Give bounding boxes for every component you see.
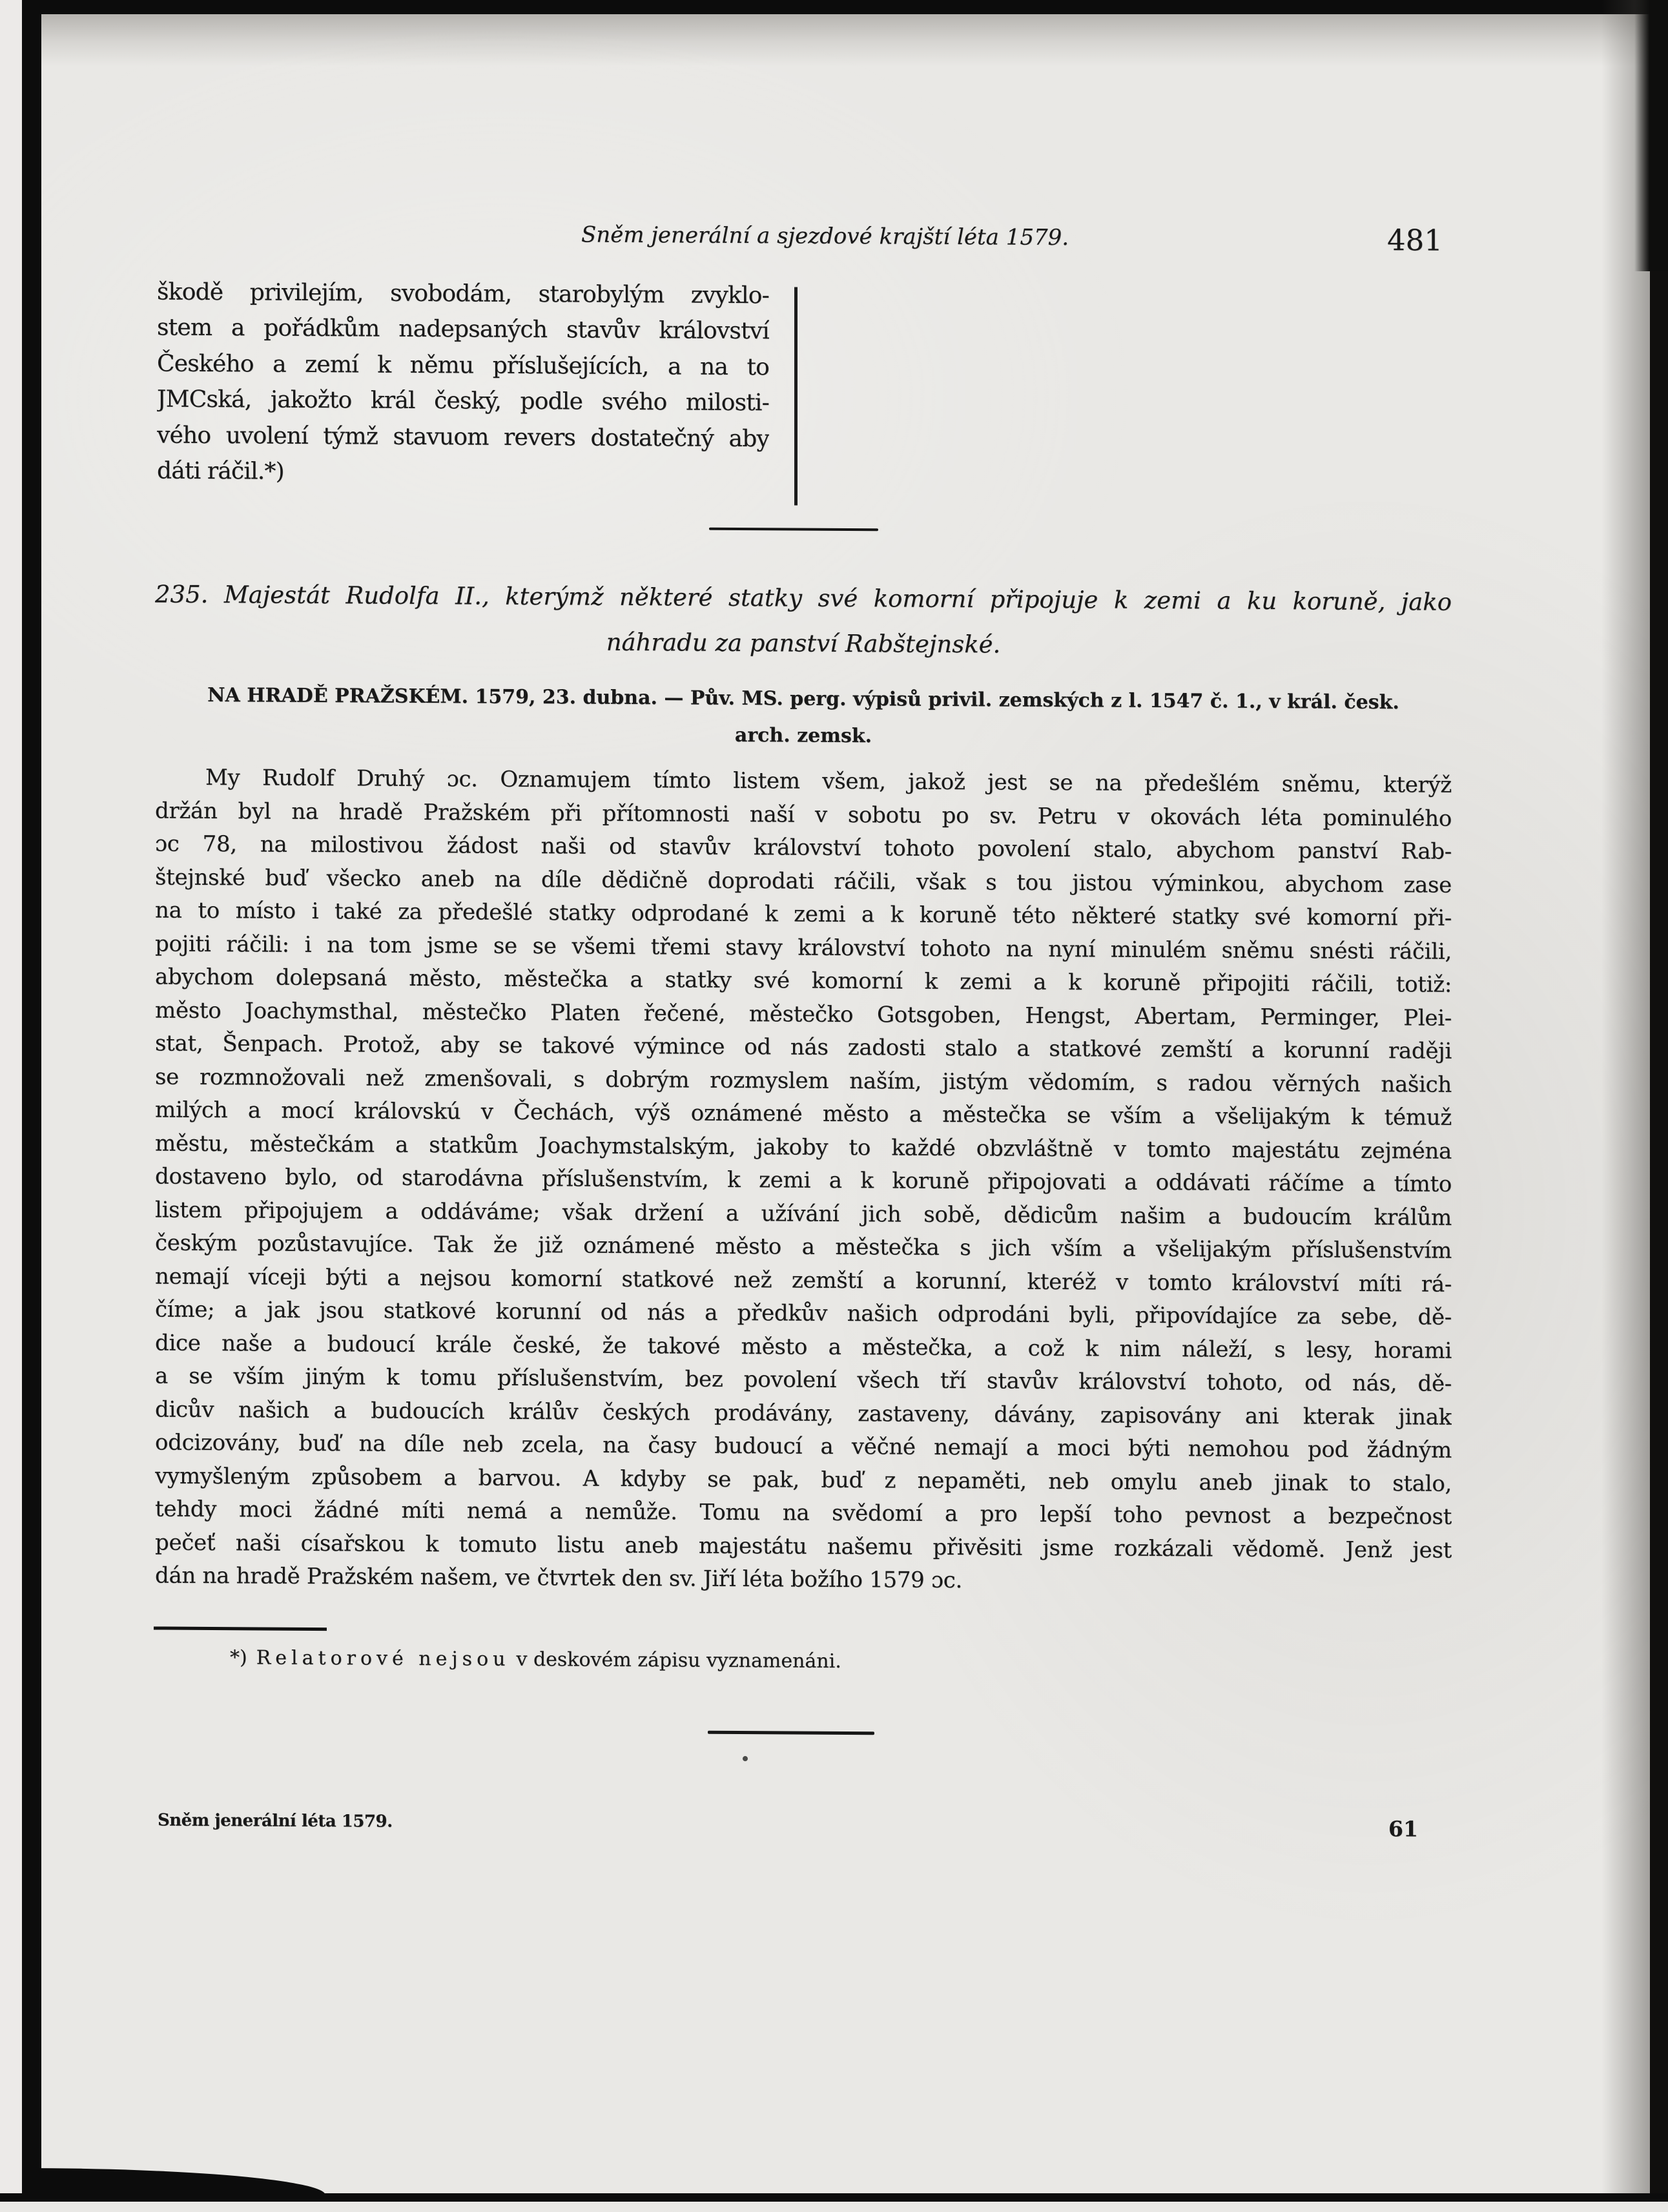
text-line: štejnské buď všecko aneb na díle dědičně doprodati ráčili, však s tou jistou výminkou, abychom zase: [155, 863, 1452, 898]
text-line: stem a pořádkům nadepsaných stavův království: [157, 314, 769, 345]
footnote-rule: [154, 1626, 327, 1631]
section-number: 235.: [155, 580, 209, 608]
scan-corner-top-right: [1634, 0, 1668, 271]
section-title-part2: náhradu za panství Rabštejnské.: [606, 628, 1001, 659]
margin-rule: [794, 287, 798, 506]
text-line: se rozmnožovali než zmenšovali, s dobrým rozmyslem naším, jistým vědomím, s radou věrných našich: [155, 1063, 1452, 1098]
text-line: odcizovány, buď na díle neb zcela, na časy budoucí a věčné nemají a moci býti nemohou pod žádným: [155, 1429, 1452, 1463]
dateline-line1: NA HRADĚ PRAŽSKÉM. 1579, 23. dubna. — Pův. MS. perg. výpisů privil. zemských z l. 1547 č. 1., v král. česk.: [207, 683, 1399, 714]
text-line: město Joachymsthal, městečko Platen řečené, městečko Gotsgoben, Hengst, Abertam, Perminger, Plei-: [155, 997, 1452, 1031]
end-divider: [708, 1731, 874, 1735]
scan-shadow-top: [26, 14, 1655, 76]
running-header: [581, 220, 1069, 252]
text-line: na to místo i také za předešlé statky odprodané k zemi a k koruně této některé statky své komorní při-: [155, 897, 1452, 931]
text-line: tehdy moci žádné míti nemá a nemůže. Tomu na svědomí a pro lepší toho pevnost a bezpečnost: [155, 1496, 1452, 1530]
text-line: dáti ráčil.*): [157, 457, 284, 485]
text-line: dice naše a budoucí krále české, že takové město a městečka, a což k nim náleží, s lesy, horami: [155, 1329, 1452, 1364]
text-line: JMCská, jakožto král český, podle svého milosti-: [157, 386, 769, 417]
text-line: městu, městečkám a statkům Joachymstalským, jakoby to každé obzvláštně v tomto majestátu zejména: [155, 1130, 1452, 1164]
dateline-line2: arch. zemsk.: [734, 723, 872, 748]
text-line: nemají víceji býti a nejsou komorní statkové než zemští a korunní, kteréž v tomto království míti rá-: [155, 1263, 1452, 1297]
section-heading: [155, 572, 1452, 670]
section-title-part1: Majestát Rudolfa II., kterýmž některé statky své komorní připojuje k zemi a ku koruně, jako: [223, 581, 1452, 616]
footnote-text: v deskovém zápisu vyznamenáni.: [516, 1648, 841, 1673]
text-line: pečeť naši císařskou k tomuto listu aneb majestátu našemu přivěsiti jsme rozkázali vědomě. Jenž jest: [155, 1529, 1452, 1564]
text-line: stat, Šenpach. Protož, aby se takové výmince od nás zadosti stalo a statkové zemští a korunní raději: [155, 1030, 1452, 1064]
text-line: listem připojujem a oddáváme; však držení a užívání jich sobě, dědicům našim a budoucím králům: [155, 1196, 1452, 1231]
scan-edge-bottom: [0, 2193, 1668, 2202]
scan-margin-left: [0, 0, 22, 2202]
text-line: My Rudolf Druhý ɔc. Oznamujem tímto listem všem, jakož jest se na předešlém sněmu, kterýž: [205, 764, 1452, 798]
section-heading-line1: [155, 572, 1452, 625]
text-line: škodě privilejím, svobodám, starobylým zvyklo-: [157, 278, 769, 309]
text-line: ɔc 78, na milostivou žádost naši od stavův království tohoto povolení stalo, abychom panství Rab-: [155, 831, 1452, 865]
ink-dot: [743, 1756, 748, 1761]
page-number: 481: [1387, 223, 1443, 258]
scan-shadow-right: [1601, 0, 1650, 2202]
text-line: Českého a zemí k němu příslušejících, a na to: [157, 350, 769, 381]
footer-volume-title: Sněm jenerální léta 1579.: [158, 1810, 393, 1832]
intro-paragraph: [157, 274, 769, 492]
text-line: vého uvolení týmž stavuom revers dostatečný aby: [157, 422, 769, 452]
footnote: [230, 1645, 841, 1675]
scan-edge-top: [0, 0, 1668, 14]
text-line: dostaveno bylo, od starodávna příslušenstvím, k zemi a k koruně připojovati a oddávati ráčíme a tímto: [155, 1163, 1452, 1197]
footer-sheet-number: 61: [1388, 1816, 1418, 1842]
text-line: českým pozůstavujíce. Tak že již oznámené město a městečka s jich vším a všelijakým příslušenstvím: [155, 1230, 1452, 1264]
scan-edge-right: [1650, 0, 1668, 2202]
text-line: vymyšleným způsobem a barvou. A kdyby se pak, buď z nepaměti, neb omylu aneb jinak to stalo,: [155, 1462, 1452, 1497]
text-line: držán byl na hradě Pražském při přítomnosti naší v sobotu po sv. Petru v okovách léta pominulého: [155, 797, 1452, 832]
text-line: číme; a jak jsou statkové korunní od nás a předkův našich odprodáni byli, připovídajíce za sebe, dě-: [155, 1296, 1452, 1330]
text-line: abychom dolepsaná město, městečka a statky své komorní k zemi a k koruně připojiti ráčili, totiž:: [155, 964, 1452, 998]
section-divider: [709, 528, 878, 532]
text-line: pojiti ráčili: i na tom jsme se se všemi třemi stavy království tohoto na nyní minulém sněmu snésti ráčili,: [155, 930, 1452, 965]
text-line: dicův našich a budoucích králův českých prodávány, zastaveny, dávány, zapisovány ani kterak jinak: [155, 1396, 1452, 1431]
scan-edge-left: [22, 0, 41, 2202]
text-line: a se vším jiným k tomu příslušenstvím, bez povolení všech tří stavův království tohoto, od nás, dě-: [155, 1363, 1452, 1397]
text-line: dán na hradě Pražském našem, ve čtvrtek den sv. Jiří léta božího 1579 ɔc.: [155, 1562, 962, 1594]
running-header-title: Sněm jenerální a sjezdové krajští léta 1579.: [581, 222, 1069, 251]
text-line: milých a mocí královskú v Čechách, výš oznámené město a městečka se vším a všelijakým k témuž: [155, 1097, 1452, 1131]
document-body: [155, 761, 1452, 1600]
dateline: [155, 676, 1452, 758]
footnote-emphasized-text: Relatorové nejsou: [256, 1646, 510, 1671]
footnote-marker: *): [230, 1646, 247, 1669]
